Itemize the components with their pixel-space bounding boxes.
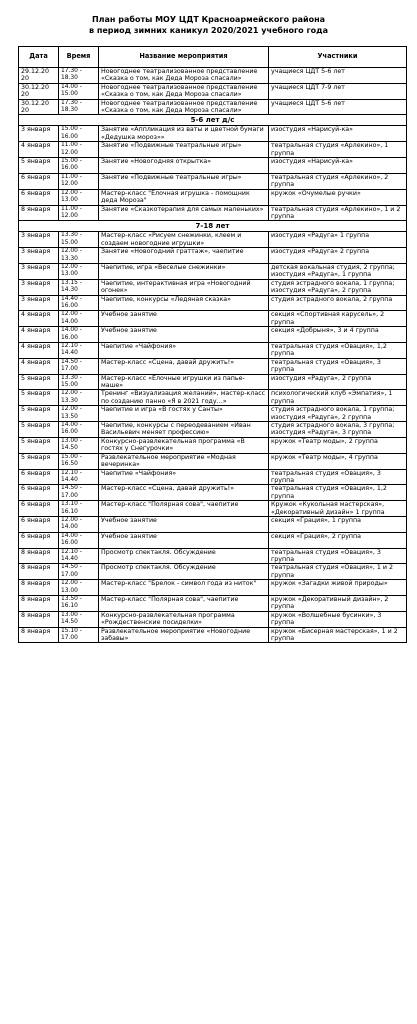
cell-date: 30.12.20 20 (19, 83, 59, 99)
cell-time: 12.00 - 13.00 (59, 189, 99, 205)
table-row (19, 453, 407, 469)
cell-participants: Кружок «Кукольная мастерская», «Декоративный дизайн» 1 группа (269, 501, 407, 517)
cell-date: 3 января (19, 263, 59, 279)
cell-date: 5 января (19, 422, 59, 438)
cell-event-name: Новогоднее театрализованное представление «Сказка о том, как Деда Мороза спасали» (99, 68, 269, 84)
cell-event-name: Чаепитие, конкурсы «Ледяная сказка» (99, 295, 269, 311)
cell-event-name: Чаепитие «Чайфония» (99, 469, 269, 485)
cell-time: 14.00 - 16.00 (59, 327, 99, 343)
cell-time: 11.00 - 12.00 (59, 205, 99, 221)
cell-participants: изостудия «Нарисуй-ка» (269, 158, 407, 174)
cell-participants: студия эстрадного вокала, 3 группа; изостудия «Радуга», 3 группа (269, 422, 407, 438)
title-line-2: в период зимних каникул 2020/2021 учебного года (89, 25, 328, 35)
cell-event-name: Чаепитие «Чайфония» (99, 343, 269, 359)
cell-time: 14.50 - 17.00 (59, 358, 99, 374)
cell-time: 13.30 - 15.00 (59, 374, 99, 390)
table-row (19, 189, 407, 205)
cell-event-name: Учебное занятие (99, 532, 269, 548)
cell-date: 5 января (19, 453, 59, 469)
cell-participants: театральная студия «Арлекино», 1 группа (269, 142, 407, 158)
cell-date: 8 января (19, 611, 59, 627)
cell-time: 15.10 - 17.00 (59, 627, 99, 643)
cell-event-name: Занятие «Подвижные театральные игры» (99, 173, 269, 189)
cell-date: 4 января (19, 343, 59, 359)
cell-date: 6 января (19, 189, 59, 205)
cell-date: 5 января (19, 390, 59, 406)
cell-date: 6 января (19, 485, 59, 501)
cell-time: 14.40 - 16.00 (59, 295, 99, 311)
cell-event-name: Мастер-класс «Сцена, давай дружить!» (99, 358, 269, 374)
cell-time: 13.50 - 16.10 (59, 596, 99, 612)
cell-time: 11.00 - 12.00 (59, 173, 99, 189)
cell-participants: театральная студия «Овация», 3 группа (269, 548, 407, 564)
table-row (19, 437, 407, 453)
cell-date: 5 января (19, 158, 59, 174)
table-row (19, 627, 407, 643)
cell-time: 14.50 - 17.00 (59, 485, 99, 501)
table-row (19, 83, 407, 99)
table-row (19, 68, 407, 84)
table-row (19, 548, 407, 564)
cell-participants: изостудия «Нарисуй-ка» (269, 126, 407, 142)
cell-event-name: Просмотр спектакля. Обсуждение (99, 548, 269, 564)
cell-participants: учащиеся ЦДТ 5-6 лет (269, 99, 407, 115)
table-row (19, 263, 407, 279)
cell-time: 15.00 - 16.00 (59, 158, 99, 174)
cell-date: 6 января (19, 501, 59, 517)
cell-participants: студия эстрадного вокала, 2 группа (269, 295, 407, 311)
cell-event-name: Развлекательное мероприятие «Новогодние забавы» (99, 627, 269, 643)
table-row (19, 469, 407, 485)
cell-event-name: Чаепитие и игра «В гостях у Санты» (99, 406, 269, 422)
table-row (19, 406, 407, 422)
cell-event-name: Мастер-класс "Полярная сова", чаепитие (99, 596, 269, 612)
cell-date: 5 января (19, 406, 59, 422)
cell-event-name: Занятие «Аппликация из ваты и цветной бумаги «Дедушка мороз»» (99, 126, 269, 142)
cell-participants: секция «Грация», 1 группа (269, 516, 407, 532)
section-row (19, 221, 407, 232)
cell-date: 29.12.20 20 (19, 68, 59, 84)
cell-participants: изостудия «Радуга», 2 группа (269, 374, 407, 390)
header-participants: Участники (269, 47, 407, 68)
table-row (19, 501, 407, 517)
cell-time: 15.00 - 16.50 (59, 453, 99, 469)
cell-date: 6 января (19, 469, 59, 485)
cell-participants: учащиеся ЦДТ 5-6 лет (269, 68, 407, 84)
cell-participants: театральная студия «Овация», 1,2 группа (269, 485, 407, 501)
table-row (19, 248, 407, 264)
cell-participants: секция «Добрыня», 3 и 4 группа (269, 327, 407, 343)
cell-time: 12.10 - 14.40 (59, 469, 99, 485)
cell-time: 17.30 - 18.30 (59, 68, 99, 84)
header-time: Время (59, 47, 99, 68)
cell-time: 14.00 - 16.00 (59, 422, 99, 438)
cell-participants: студия эстрадного вокала, 1 группа; изостудия «Радуга», 2 группа (269, 279, 407, 295)
cell-event-name: Занятие «Новогодний граттаж», чаепитие (99, 248, 269, 264)
cell-time: 12.00 - 14.00 (59, 516, 99, 532)
title-line-1: План работы МОУ ЦДТ Красноармейского района (91, 15, 326, 24)
table-row (19, 580, 407, 596)
cell-time: 12.00 - 13.00 (59, 263, 99, 279)
cell-event-name: Новогоднее театрализованное представление «Сказка о том, как Деда Мороза спасали» (99, 83, 269, 99)
table-row (19, 279, 407, 295)
cell-date: 3 января (19, 126, 59, 142)
cell-date: 6 января (19, 516, 59, 532)
cell-time: 17.30 - 18.30 (59, 99, 99, 115)
cell-event-name: Мастер-класс "Ёлочная игрушка - помощник деда Мороза" (99, 189, 269, 205)
cell-event-name: Просмотр спектакля. Обсуждение (99, 564, 269, 580)
cell-time: 13.00 - 14.50 (59, 437, 99, 453)
cell-participants: театральная студия «Арлекино», 1 и 2 группа (269, 205, 407, 221)
cell-participants: изостудия «Радуга» 2 группа (269, 248, 407, 264)
table-row (19, 374, 407, 390)
cell-date: 8 января (19, 596, 59, 612)
table-row (19, 205, 407, 221)
cell-time: 15.00 - 16.00 (59, 126, 99, 142)
cell-participants: студия эстрадного вокала, 1 группа; изостудия «Радуга», 2 группа (269, 406, 407, 422)
table-row (19, 390, 407, 406)
cell-event-name: Мастер-класс «Сцена, давай дружить!» (99, 485, 269, 501)
cell-date: 30.12.20 20 (19, 99, 59, 115)
cell-date: 5 января (19, 374, 59, 390)
cell-time: 13.30 - 15.00 (59, 232, 99, 248)
table-header-row (19, 47, 407, 68)
cell-time: 12.00 - 14.00 (59, 311, 99, 327)
table-row (19, 516, 407, 532)
cell-event-name: Учебное занятие (99, 327, 269, 343)
cell-date: 8 января (19, 564, 59, 580)
table-row (19, 532, 407, 548)
cell-date: 4 января (19, 142, 59, 158)
cell-participants: психологический клуб «Эмпатия», 1 группа (269, 390, 407, 406)
table-row (19, 295, 407, 311)
table-row (19, 232, 407, 248)
cell-participants: театральная студия «Арлекино», 2 группа (269, 173, 407, 189)
cell-time: 14.00 - 15.00 (59, 83, 99, 99)
section-label: 5-6 лет д/с (19, 115, 407, 126)
cell-time: 14.00 - 16.00 (59, 532, 99, 548)
cell-event-name: Мастер-класс «Ёлочные игрушки из папье-маше» (99, 374, 269, 390)
cell-time: 12.00 - 13.00 (59, 580, 99, 596)
cell-event-name: Новогоднее театрализованное представление «Сказка о том, как Деда Мороза спасали» (99, 99, 269, 115)
table-row (19, 126, 407, 142)
cell-event-name: Занятие «Подвижные театральные игры» (99, 142, 269, 158)
cell-participants: кружок «Очумелые ручки» (269, 189, 407, 205)
cell-event-name: Мастер-класс "Полярная сова", чаепитие (99, 501, 269, 517)
table-row (19, 343, 407, 359)
cell-event-name: Конкурсно-развлекательная программа «Рождественские посиделки» (99, 611, 269, 627)
table-row (19, 142, 407, 158)
cell-date: 5 января (19, 437, 59, 453)
cell-participants: изостудия «Радуга» 1 группа (269, 232, 407, 248)
table-row (19, 596, 407, 612)
document-title (0, 15, 417, 36)
section-row (19, 115, 407, 126)
cell-event-name: Развлекательное мероприятие «Модная вечеринка» (99, 453, 269, 469)
cell-time: 14.50 - 17.00 (59, 564, 99, 580)
cell-date: 3 января (19, 295, 59, 311)
cell-participants: секция «Спортивная карусель», 2 группа (269, 311, 407, 327)
cell-participants: кружок «Бисерная мастерская», 1 и 2 группа (269, 627, 407, 643)
cell-date: 6 января (19, 173, 59, 189)
cell-date: 8 января (19, 548, 59, 564)
table-row (19, 99, 407, 115)
cell-date: 6 января (19, 532, 59, 548)
header-date: Дата (19, 47, 59, 68)
table-row (19, 422, 407, 438)
cell-event-name: Тренинг «Визуализация желаний», мастер-класс по созданию панно «Я в 2021 году…» (99, 390, 269, 406)
table-row (19, 358, 407, 374)
cell-date: 8 января (19, 627, 59, 643)
cell-participants: театральная студия «Овация», 1 и 2 группа (269, 564, 407, 580)
cell-time: 12.00 - 13.50 (59, 406, 99, 422)
section-label: 7-18 лет (19, 221, 407, 232)
cell-time: 12.00 - 13.30 (59, 248, 99, 264)
cell-participants: театральная студия «Овация», 3 группа (269, 358, 407, 374)
table-row (19, 158, 407, 174)
cell-participants: кружок «Декоративный дизайн», 2 группа (269, 596, 407, 612)
header-name: Название мероприятия (99, 47, 269, 68)
cell-date: 8 января (19, 205, 59, 221)
table-row (19, 564, 407, 580)
cell-event-name: Чаепитие, конкурсы с переодеванием «Иван Васильевич меняет профессию» (99, 422, 269, 438)
cell-event-name: Учебное занятие (99, 516, 269, 532)
cell-time: 13.00 - 14.50 (59, 611, 99, 627)
table-body (19, 68, 407, 643)
cell-event-name: Мастер-класс "Брелок - символ года из ниток" (99, 580, 269, 596)
cell-event-name: Мастер-класс «Рисуем снежинки, клеем и создаем новогодние игрушки» (99, 232, 269, 248)
events-table (18, 46, 407, 643)
cell-event-name: Занятие «Новогодняя открытка» (99, 158, 269, 174)
cell-event-name: Учебное занятие (99, 311, 269, 327)
cell-time: 12.10 - 14.40 (59, 548, 99, 564)
cell-time: 13.10 - 16.10 (59, 501, 99, 517)
cell-participants: детская вокальная студия, 2 группа; изостудия «Радуга», 1 группа (269, 263, 407, 279)
cell-participants: театральная студия «Овация», 1,2 группа (269, 343, 407, 359)
table-row (19, 611, 407, 627)
cell-participants: секция «Грация», 2 группа (269, 532, 407, 548)
cell-participants: кружок «Театр моды», 2 группа (269, 437, 407, 453)
cell-event-name: Занятие «Сказкотерапия для самых маленьких» (99, 205, 269, 221)
cell-participants: кружок «Загадки живой природы» (269, 580, 407, 596)
cell-participants: театральная студия «Овация», 3 группа (269, 469, 407, 485)
table-row (19, 311, 407, 327)
table-row (19, 485, 407, 501)
cell-participants: кружок «Театр моды», 4 группа (269, 453, 407, 469)
cell-date: 8 января (19, 580, 59, 596)
cell-event-name: Чаепитие, игра «Веселые снежинки» (99, 263, 269, 279)
cell-date: 3 января (19, 279, 59, 295)
cell-time: 12.00 - 13.30 (59, 390, 99, 406)
cell-date: 3 января (19, 248, 59, 264)
cell-date: 4 января (19, 358, 59, 374)
cell-participants: учащиеся ЦДТ 7-9 лет (269, 83, 407, 99)
cell-time: 13.15 - 14.30 (59, 279, 99, 295)
cell-event-name: Конкурсно-развлекательная программа «В гостях у Снегурочки» (99, 437, 269, 453)
cell-date: 4 января (19, 311, 59, 327)
cell-participants: кружок «Волшебные бусинки», 3 группа (269, 611, 407, 627)
table-row (19, 173, 407, 189)
cell-time: 12.10 - 14.40 (59, 343, 99, 359)
cell-date: 4 января (19, 327, 59, 343)
cell-event-name: Чаепитие, интерактивная игра «Новогодний огонек» (99, 279, 269, 295)
table-row (19, 327, 407, 343)
cell-time: 11.00 - 12.00 (59, 142, 99, 158)
cell-date: 3 января (19, 232, 59, 248)
